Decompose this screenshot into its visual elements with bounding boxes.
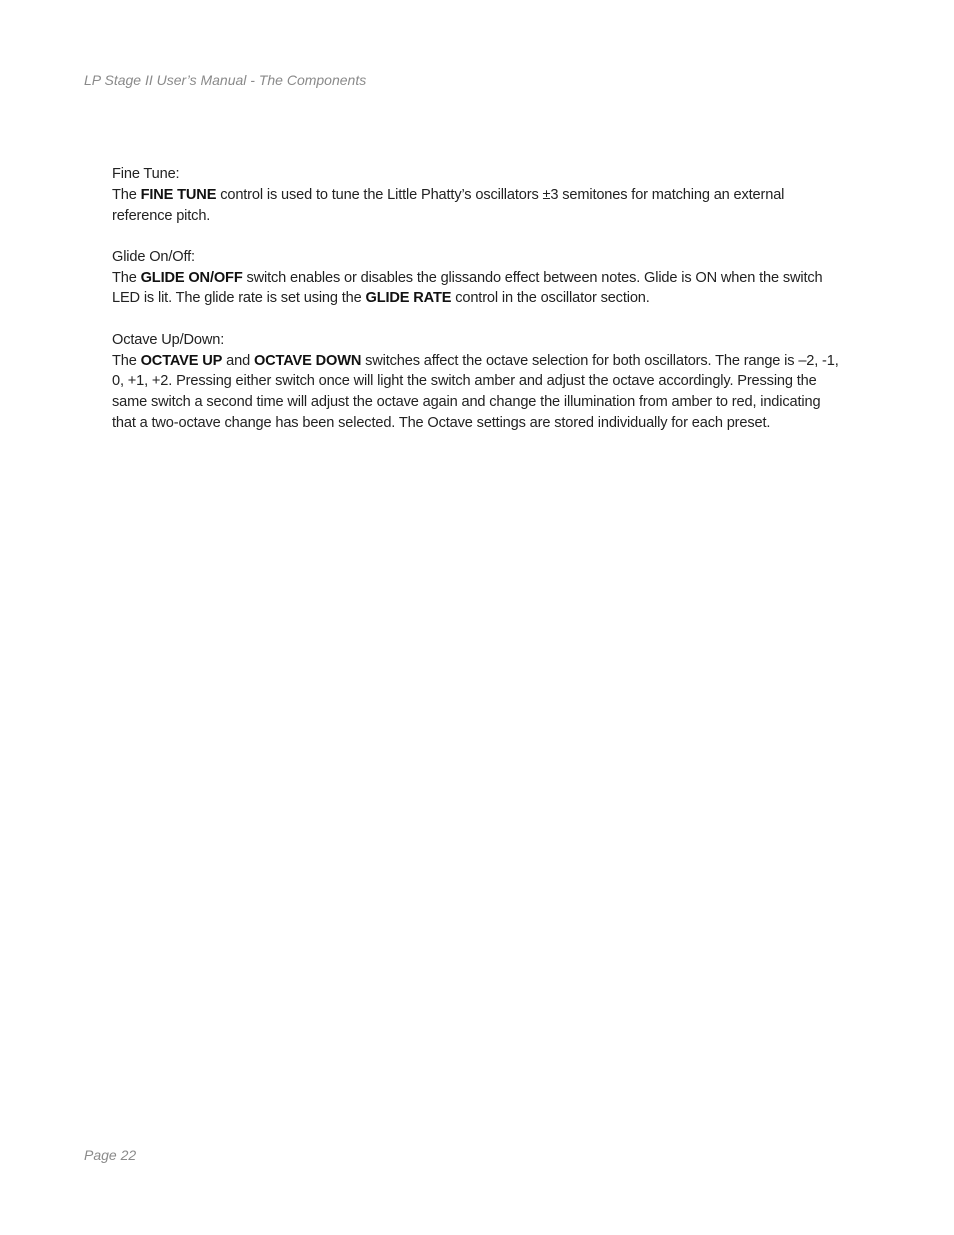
control-name: OCTAVE UP [140, 352, 223, 369]
running-header: LP Stage II User’s Manual - The Components [84, 72, 367, 88]
section-octave [112, 330, 844, 434]
control-name: FINE TUNE [140, 186, 217, 203]
control-name: GLIDE ON/OFF [140, 269, 243, 286]
text-run: control in the oscillator section. [451, 290, 650, 307]
text-run: The [112, 186, 141, 203]
section-glide [112, 247, 844, 309]
text-run: The [112, 269, 141, 286]
section-body [112, 185, 844, 227]
text-run: switches affect the octave selection for both oscillators. The range is –2, -1, 0, +1, +2. Pressing either switch once will light the switch amber and adjust the octave accordingly. Pressing the same switch a second time will adjust the octave again and change the illumination from amber to red, indicating that a two-octave change has been selected. The Octave settings are stored individually for each preset. [112, 352, 839, 431]
text-run: The [112, 352, 141, 369]
control-name: GLIDE RATE [365, 290, 452, 307]
control-name: OCTAVE DOWN [253, 352, 362, 369]
text-run: and [222, 352, 254, 369]
section-title: Glide On/Off: [112, 248, 195, 265]
section-title: Fine Tune: [112, 166, 180, 182]
text-run: control is used to tune the Little Phatty’s oscillators ±3 semitones for matching an external reference pitch. [112, 186, 785, 224]
main-content [112, 164, 844, 454]
text-run: switch enables or disables the glissando effect between notes. Glide is ON when the switch LED is lit. The glide rate is set using the [112, 269, 823, 307]
page-number: Page 22 [84, 1147, 137, 1163]
section-body [112, 351, 844, 434]
section-title: Octave Up/Down: [112, 331, 225, 348]
section-body [112, 268, 844, 310]
section-fine-tune [112, 164, 844, 226]
